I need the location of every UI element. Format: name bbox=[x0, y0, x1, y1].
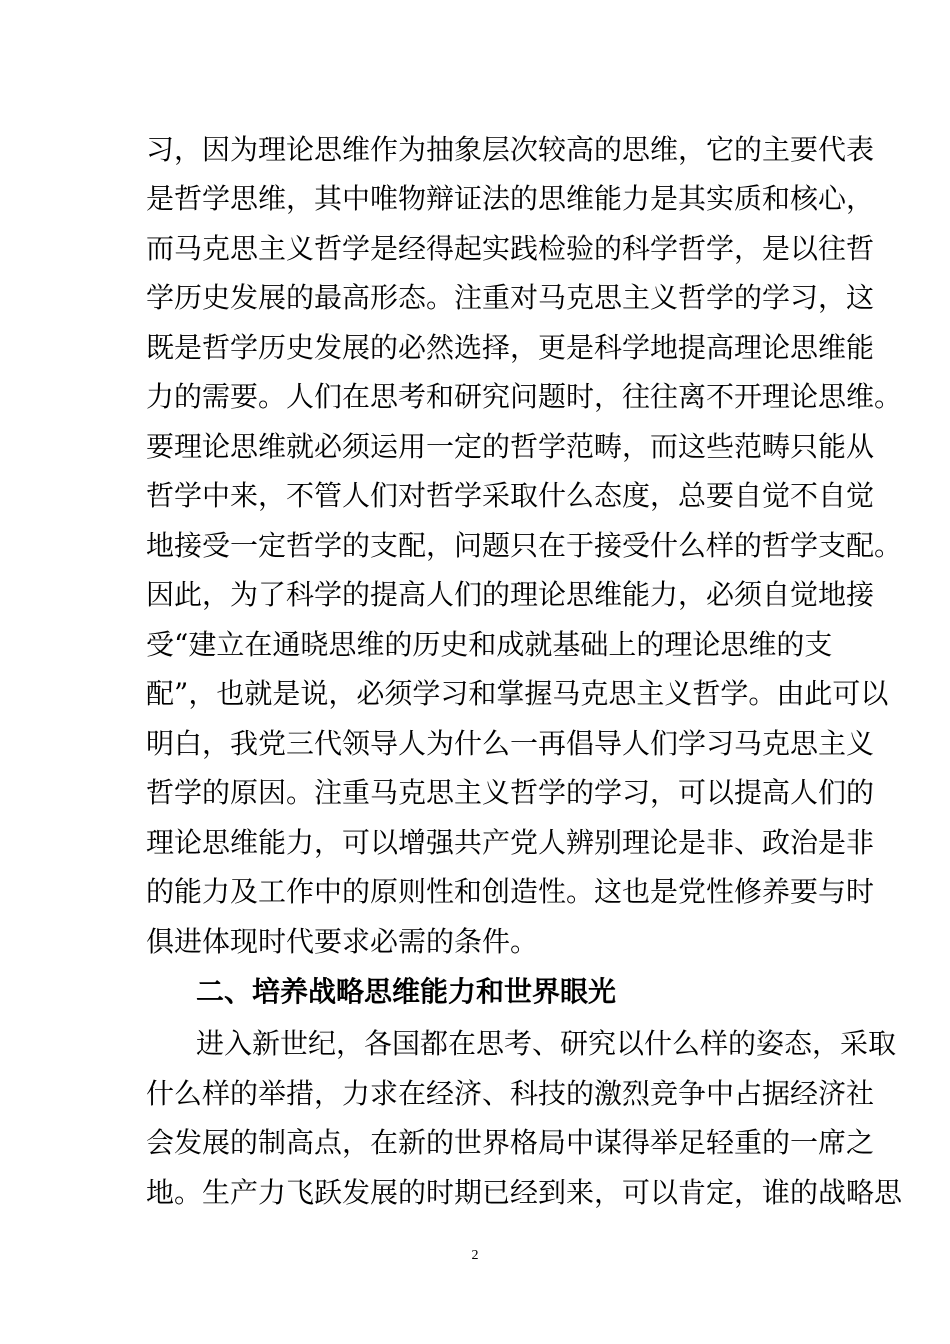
section-heading: 二、培养战略思维能力和世界眼光 bbox=[196, 975, 617, 1008]
body-text-line: 地。生产力飞跃发展的时期已经到来，可以肯定，谁的战略思 bbox=[146, 1176, 903, 1209]
body-text-line: 因此，为了科学的提高人们的理论思维能力，必须自觉地接 bbox=[146, 578, 875, 611]
body-text-line: 是哲学思维，其中唯物辩证法的思维能力是其实质和核心， bbox=[146, 182, 875, 215]
body-text-line: 进入新世纪，各国都在思考、研究以什么样的姿态，采取 bbox=[196, 1027, 897, 1060]
body-text-line: 明白，我党三代领导人为什么一再倡导人们学习马克思主义 bbox=[146, 727, 875, 760]
body-text-line: 习，因为理论思维作为抽象层次较高的思维，它的主要代表 bbox=[146, 133, 875, 166]
body-text-line: 俱进体现时代要求必需的条件。 bbox=[146, 925, 539, 958]
body-text-line: 要理论思维就必须运用一定的哲学范畴，而这些范畴只能从 bbox=[146, 430, 875, 463]
body-text-line: 力的需要。人们在思考和研究问题时，往往离不开理论思维。 bbox=[146, 380, 903, 413]
body-text-line: 而马克思主义哲学是经得起实践检验的科学哲学，是以往哲 bbox=[146, 232, 875, 265]
body-text-line: 理论思维能力，可以增强共产党人辨别理论是非、政治是非 bbox=[146, 826, 875, 859]
body-text-line: 哲学的原因。注重马克思主义哲学的学习，可以提高人们的 bbox=[146, 776, 875, 809]
body-text-line: 受“建立在通晓思维的历史和成就基础上的理论思维的支 bbox=[146, 628, 833, 661]
body-text-line: 配”，也就是说，必须学习和掌握马克思主义哲学。由此可以 bbox=[146, 677, 889, 710]
body-text-line: 哲学中来，不管人们对哲学采取什么态度，总要自觉不自觉 bbox=[146, 479, 875, 512]
body-text-line: 会发展的制高点，在新的世界格局中谋得举足轻重的一席之 bbox=[146, 1126, 875, 1159]
body-text-line: 的能力及工作中的原则性和创造性。这也是党性修养要与时 bbox=[146, 875, 875, 908]
body-text-line: 既是哲学历史发展的必然选择，更是科学地提高理论思维能 bbox=[146, 331, 875, 364]
body-text-line: 地接受一定哲学的支配，问题只在于接受什么样的哲学支配。 bbox=[146, 529, 903, 562]
body-text-line: 学历史发展的最高形态。注重对马克思主义哲学的学习，这 bbox=[146, 281, 875, 314]
page-number: 2 bbox=[471, 1248, 479, 1263]
body-text-line: 什么样的举措，力求在经济、科技的激烈竞争中占据经济社 bbox=[146, 1077, 875, 1110]
